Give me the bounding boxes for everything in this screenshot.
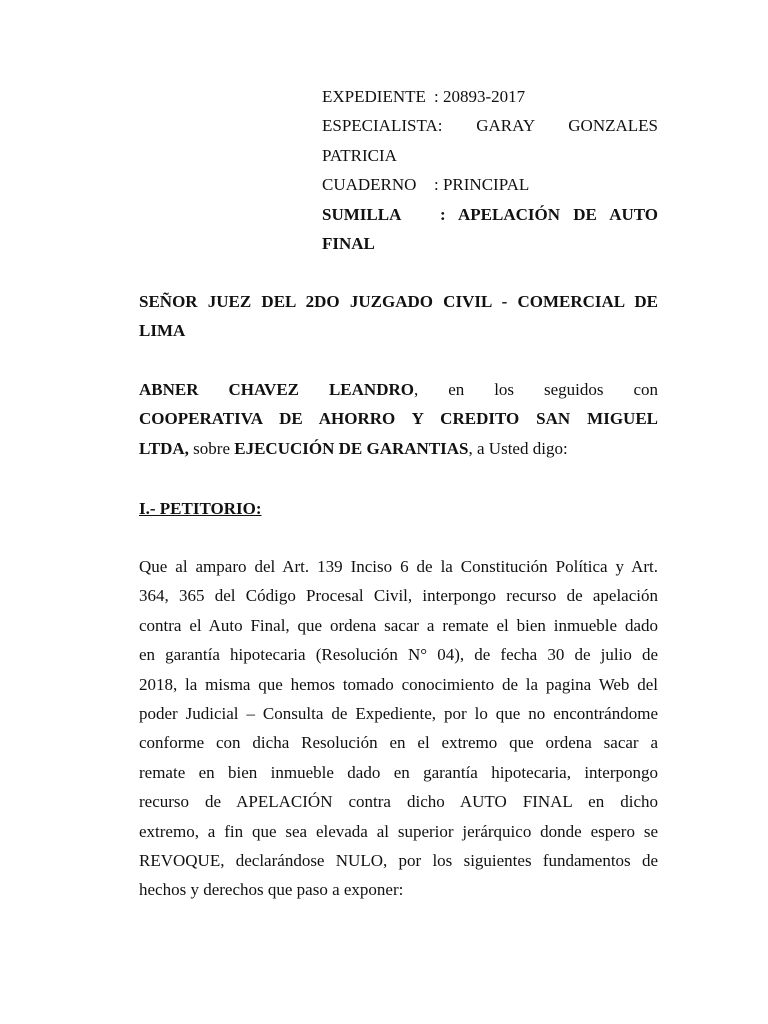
cuaderno-row bbox=[322, 170, 658, 199]
petitorio-paragraph bbox=[139, 552, 658, 905]
addressee bbox=[139, 287, 658, 346]
addressee-line-1: SEÑOR JUEZ DEL 2DO JUZGADO CIVIL - COMERCIAL DE bbox=[139, 292, 658, 311]
appellant-name: ABNER CHAVEZ LEANDRO bbox=[139, 380, 414, 399]
case-matter: EJECUCIÓN DE GARANTIAS bbox=[234, 438, 469, 458]
expediente-label: EXPEDIENTE bbox=[322, 87, 426, 106]
paragraph-line: Que al amparo del Art. 139 Inciso 6 de la Constitución Política y Art. bbox=[139, 557, 658, 576]
sumilla-value-continued: FINAL bbox=[322, 234, 375, 254]
paragraph-line: hechos y derechos que paso a exponer: bbox=[139, 880, 404, 900]
especialista-row: ESPECIALISTA: GARAY GONZALES bbox=[322, 116, 658, 136]
intro-line-1 bbox=[139, 375, 658, 404]
sumilla-row bbox=[322, 200, 658, 229]
addressee-line-2: LIMA bbox=[139, 321, 186, 341]
paragraph-line: en garantía hipotecaria (Resolución N° 04), de fecha 30 de julio de bbox=[139, 645, 658, 665]
expediente-row bbox=[322, 82, 658, 111]
case-header bbox=[322, 82, 658, 258]
paragraph-line: contra el Auto Final, que ordena sacar a remate el bien inmueble dado bbox=[139, 615, 658, 635]
paragraph-line: REVOQUE, declarándose NULO, por los siguientes fundamentos de bbox=[139, 851, 658, 871]
expediente-value: : 20893-2017 bbox=[434, 87, 526, 106]
intro-text-1: , en los seguidos con bbox=[413, 380, 658, 399]
paragraph-line: recurso de APELACIÓN contra dicho AUTO FINAL en dicho bbox=[139, 792, 658, 812]
cooperative-name-end: LTDA, bbox=[139, 438, 189, 458]
intro-paragraph bbox=[139, 375, 658, 463]
intro-line-3 bbox=[139, 434, 658, 463]
cuaderno-label: CUADERNO bbox=[322, 175, 417, 195]
paragraph-line: conforme con dicha Resolución en el extremo que ordena sacar a bbox=[139, 733, 658, 753]
paragraph-line: extremo, a fin que sea elevada al superior jerárquico donde espero se bbox=[139, 821, 658, 841]
paragraph-line: poder Judicial – Consulta de Expediente, por lo que no encontrándome bbox=[139, 704, 658, 724]
cuaderno-value: : PRINCIPAL bbox=[434, 175, 530, 195]
cooperative-name: COOPERATIVA DE AHORRO Y CREDITO SAN MIGUEL bbox=[139, 409, 658, 429]
sumilla-value: : APELACIÓN DE AUTO bbox=[440, 204, 658, 224]
section-title-petitorio: I.- PETITORIO: bbox=[139, 499, 262, 518]
intro-text-3: , a Usted digo: bbox=[468, 438, 568, 458]
paragraph-line: 364, 365 del Código Procesal Civil, interpongo recurso de apelación bbox=[139, 586, 658, 606]
paragraph-line: remate en bien inmueble dado en garantía hipotecaria, interpongo bbox=[139, 762, 658, 782]
intro-text-2: sobre bbox=[188, 438, 235, 458]
especialista-row-continued: PATRICIA bbox=[322, 145, 397, 165]
sumilla-label: SUMILLA bbox=[322, 204, 402, 224]
paragraph-line: 2018, la misma que hemos tomado conocimiento de la pagina Web del bbox=[139, 674, 658, 694]
